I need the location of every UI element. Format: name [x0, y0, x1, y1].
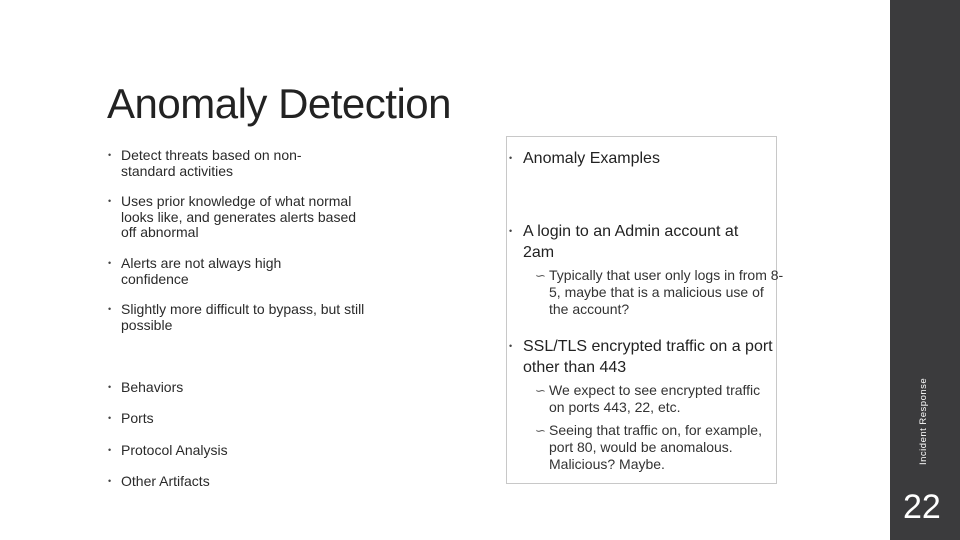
- example-item: • A login to an Admin account at 2am: [509, 223, 739, 261]
- example-detail: ∽ We expect to see encrypted traffic on ports 443, 22, etc.: [535, 382, 761, 415]
- example-item: • SSL/TLS encrypted traffic on a port other than 443: [509, 338, 773, 376]
- bullet-text: Behaviors: [121, 379, 184, 395]
- bullet-dot-icon: •: [108, 258, 112, 268]
- bullet-dot-icon: •: [108, 196, 112, 206]
- bullet-dot-icon: •: [108, 445, 112, 455]
- bullet-item: [108, 411, 154, 427]
- bullet-item: [108, 380, 183, 396]
- bullet-dot-icon: •: [509, 226, 513, 236]
- bullet-text: Alerts are not always high confidence: [121, 255, 282, 287]
- bullet-dot-icon: •: [108, 476, 112, 486]
- arrow-bullet-icon: ∽: [535, 423, 546, 438]
- example-detail: ∽ Typically that user only logs in from 8-5, maybe that is a malicious use of the account?: [535, 267, 784, 317]
- bullet-dot-icon: •: [509, 341, 513, 351]
- example-detail: ∽ Seeing that traffic on, for example, port 80, would be anomalous. Malicious? Maybe.: [535, 422, 762, 472]
- bullet-item: [108, 194, 361, 241]
- examples-heading: • Anomaly Examples: [509, 150, 660, 167]
- anomaly-examples-box: [506, 136, 784, 484]
- bullet-text: Ports: [121, 410, 154, 426]
- bullet-item: [108, 256, 321, 287]
- bullet-dot-icon: •: [509, 153, 513, 163]
- bullet-dot-icon: •: [108, 413, 112, 423]
- bullet-dot-icon: •: [108, 150, 112, 160]
- bullet-text: Protocol Analysis: [121, 442, 228, 458]
- page-number: 22: [903, 488, 941, 526]
- bullet-text: Detect threats based on non-standard activities: [121, 147, 302, 179]
- bullet-dot-icon: •: [108, 304, 112, 314]
- bullet-text: Other Artifacts: [121, 473, 210, 489]
- bullet-text: Uses prior knowledge of what normal looks like, and generates alerts based off abnormal: [121, 193, 357, 240]
- bullet-item: [108, 148, 351, 179]
- bullet-dot-icon: •: [108, 382, 112, 392]
- bullet-item: [108, 302, 381, 333]
- slide-title: Anomaly Detection: [107, 80, 452, 127]
- arrow-bullet-icon: ∽: [535, 268, 546, 283]
- bullet-text: Slightly more difficult to bypass, but still possible: [121, 301, 365, 333]
- arrow-bullet-icon: ∽: [535, 383, 546, 398]
- bullet-item: [108, 443, 228, 459]
- bullet-item: [108, 474, 210, 490]
- sidebar-label: [918, 451, 929, 465]
